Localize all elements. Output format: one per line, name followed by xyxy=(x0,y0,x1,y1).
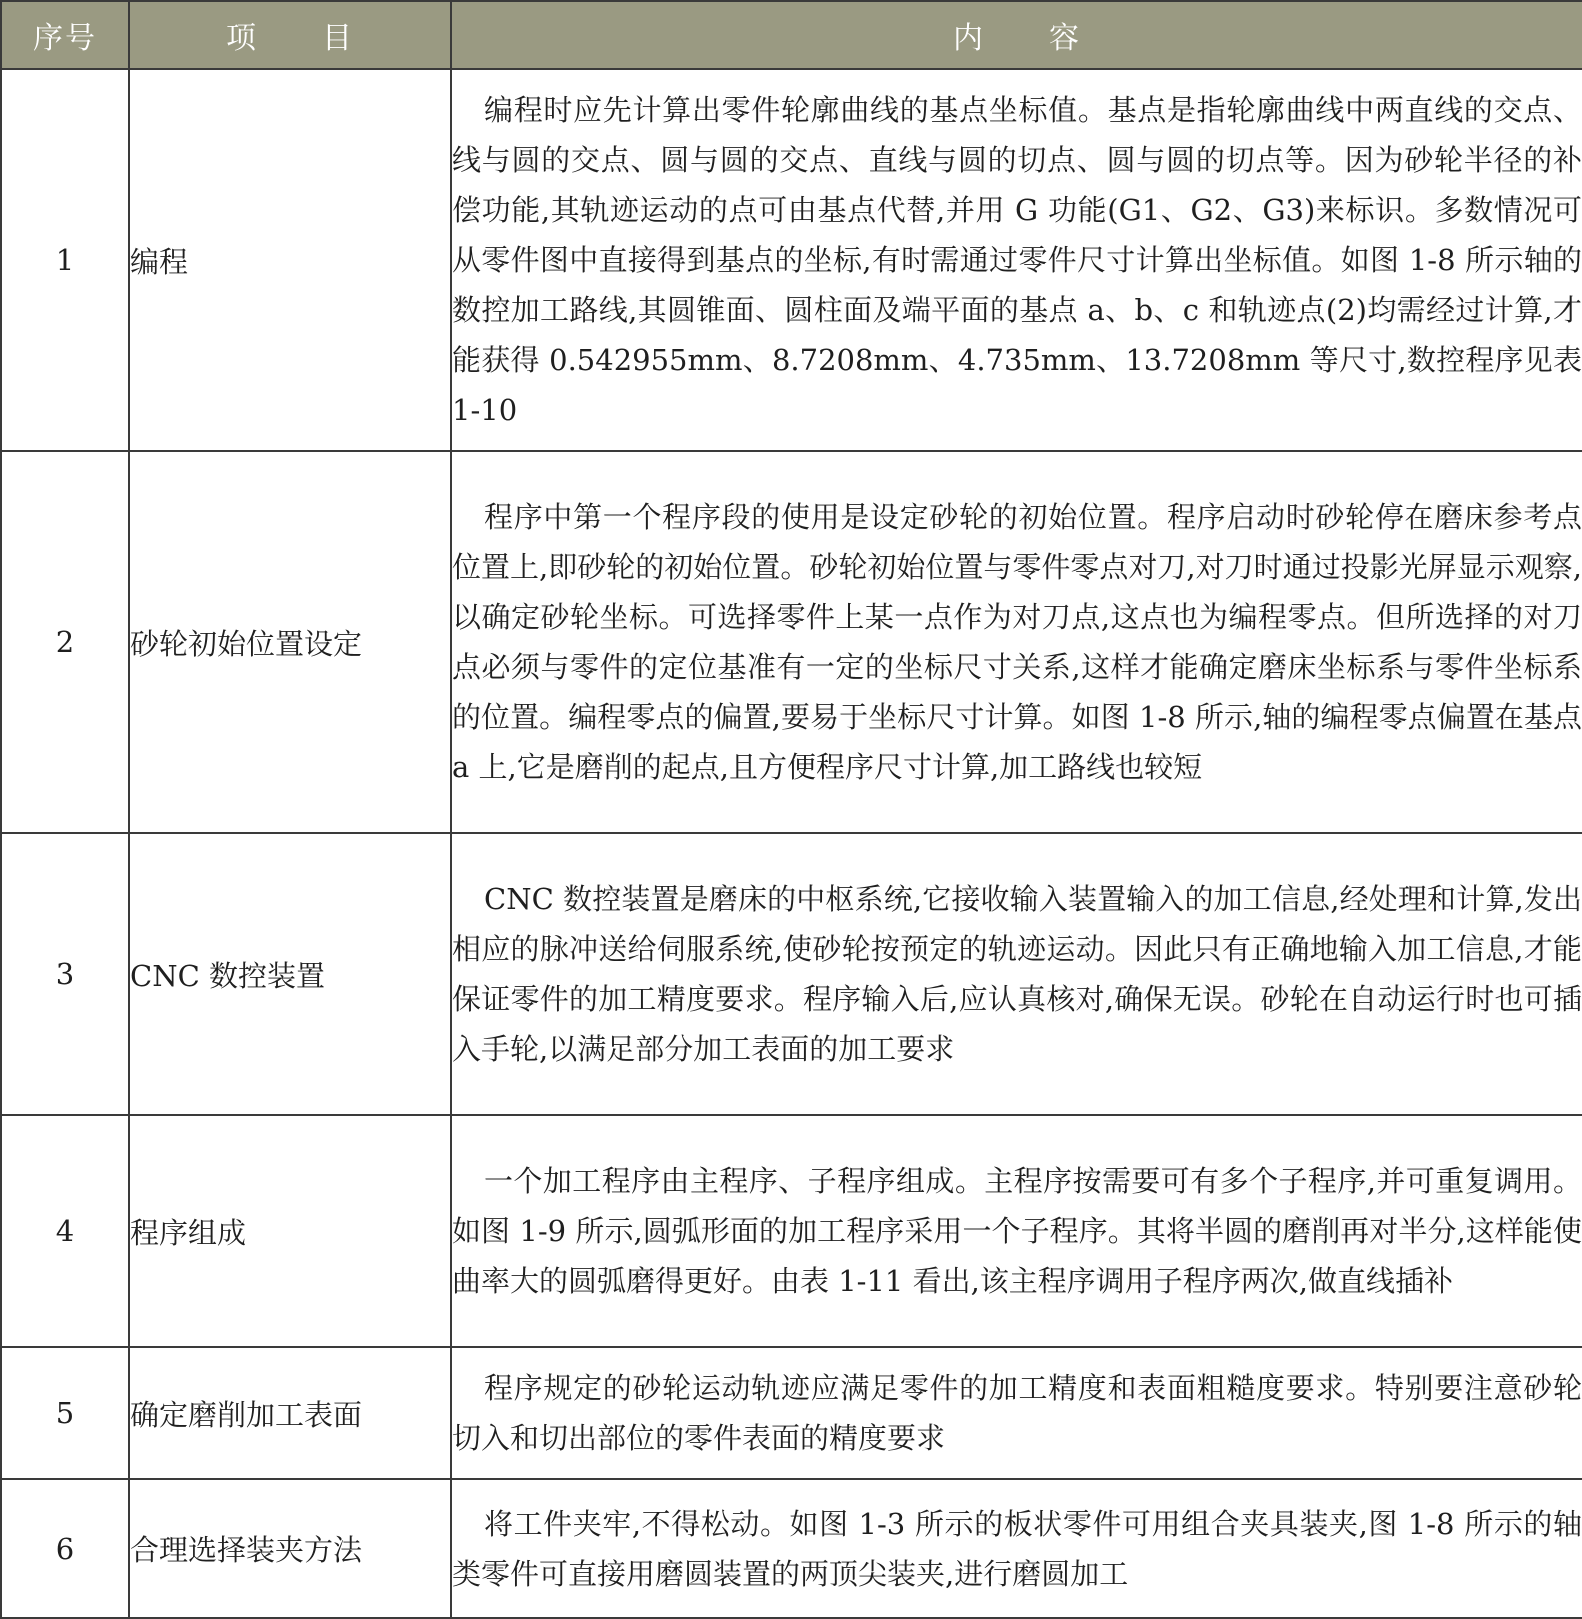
row-number: 5 xyxy=(1,1347,129,1479)
row-number: 1 xyxy=(1,69,129,451)
row-content: 程序规定的砂轮运动轨迹应满足零件的加工精度和表面粗糙度要求。特别要注意砂轮切入和切出部位的零件表面的精度要求 xyxy=(451,1347,1582,1479)
header-content: 内 容 xyxy=(451,1,1582,69)
row-content: CNC 数控装置是磨床的中枢系统,它接收输入装置输入的加工信息,经处理和计算,发出相应的脉冲送给伺服系统,使砂轮按预定的轨迹运动。因此只有正确地输入加工信息,才能保证零件的加工精度要求。程序输入后,应认真核对,确保无误。砂轮在自动运行时也可插入手轮,以满足部分加工表面的加工要求 xyxy=(451,833,1582,1115)
row-content: 一个加工程序由主程序、子程序组成。主程序按需要可有多个子程序,并可重复调用。如图 1-9 所示,圆弧形面的加工程序采用一个子程序。其将半圆的磨削再对半分,这样能使曲率大的圆弧磨得更好。由表 1-11 看出,该主程序调用子程序两次,做直线插补 xyxy=(451,1115,1582,1347)
table-row xyxy=(1,69,1582,451)
table-row xyxy=(1,1479,1582,1618)
row-item: 编程 xyxy=(129,69,451,451)
row-item: CNC 数控装置 xyxy=(129,833,451,1115)
header-item: 项 目 xyxy=(129,1,451,69)
table-row xyxy=(1,1115,1582,1347)
row-number: 2 xyxy=(1,451,129,833)
row-number: 3 xyxy=(1,833,129,1115)
row-item: 程序组成 xyxy=(129,1115,451,1347)
row-number: 4 xyxy=(1,1115,129,1347)
row-number: 6 xyxy=(1,1479,129,1618)
row-content: 编程时应先计算出零件轮廓曲线的基点坐标值。基点是指轮廓曲线中两直线的交点、线与圆的交点、圆与圆的交点、直线与圆的切点、圆与圆的切点等。因为砂轮半径的补偿功能,其轨迹运动的点可由基点代替,并用 G 功能(G1、G2、G3)来标识。多数情况可从零件图中直接得到基点的坐标,有时需通过零件尺寸计算出坐标值。如图 1-8 所示轴的数控加工路线,其圆锥面、圆柱面及端平面的基点 a、b、c 和轨迹点(2)均需经过计算,才能获得 0.542955mm、8.7208mm、4.735mm、13.7208mm 等尺寸,数控程序见表 1-10 xyxy=(451,69,1582,451)
table-row xyxy=(1,1347,1582,1479)
row-item: 砂轮初始位置设定 xyxy=(129,451,451,833)
row-item: 合理选择装夹方法 xyxy=(129,1479,451,1618)
table-row xyxy=(1,451,1582,833)
header-row xyxy=(1,1,1582,69)
row-content: 将工件夹牢,不得松动。如图 1-3 所示的板状零件可用组合夹具装夹,图 1-8 所示的轴类零件可直接用磨圆装置的两顶尖装夹,进行磨圆加工 xyxy=(451,1479,1582,1618)
row-content: 程序中第一个程序段的使用是设定砂轮的初始位置。程序启动时砂轮停在磨床参考点位置上,即砂轮的初始位置。砂轮初始位置与零件零点对刀,对刀时通过投影光屏显示观察,以确定砂轮坐标。可选择零件上某一点作为对刀点,这点也为编程零点。但所选择的对刀点必须与零件的定位基准有一定的坐标尺寸关系,这样才能确定磨床坐标系与零件坐标系的位置。编程零点的偏置,要易于坐标尺寸计算。如图 1-8 所示,轴的编程零点偏置在基点 a 上,它是磨削的起点,且方便程序尺寸计算,加工路线也较短 xyxy=(451,451,1582,833)
table-row xyxy=(1,833,1582,1115)
row-item: 确定磨削加工表面 xyxy=(129,1347,451,1479)
header-number: 序号 xyxy=(1,1,129,69)
